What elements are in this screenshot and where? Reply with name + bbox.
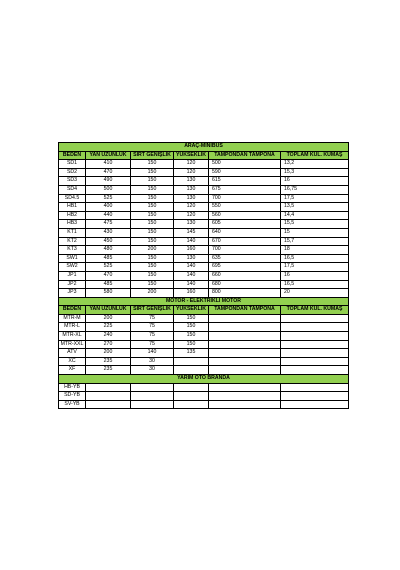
value-cell bbox=[281, 400, 349, 409]
value-cell: 675 bbox=[209, 185, 281, 194]
value-cell: 130 bbox=[174, 254, 209, 263]
value-cell: 13,5 bbox=[281, 203, 349, 212]
column-header: TOPLAM KUL. KUMAŞ bbox=[281, 306, 349, 315]
table-row bbox=[59, 280, 349, 289]
value-cell: 150 bbox=[131, 237, 174, 246]
value-cell: 75 bbox=[131, 340, 174, 349]
value-cell: 500 bbox=[86, 185, 131, 194]
value-cell: 75 bbox=[131, 314, 174, 323]
value-cell bbox=[209, 357, 281, 366]
table-row bbox=[59, 254, 349, 263]
table-row bbox=[59, 357, 349, 366]
value-cell: 140 bbox=[174, 263, 209, 272]
table-row bbox=[59, 160, 349, 169]
value-cell: 670 bbox=[209, 237, 281, 246]
value-cell: 400 bbox=[86, 203, 131, 212]
value-cell bbox=[174, 400, 209, 409]
value-cell: 485 bbox=[86, 254, 131, 263]
value-cell: 150 bbox=[131, 271, 174, 280]
value-cell: 150 bbox=[174, 314, 209, 323]
value-cell: 590 bbox=[209, 168, 281, 177]
value-cell bbox=[209, 392, 281, 401]
value-cell: 75 bbox=[131, 323, 174, 332]
value-cell: 605 bbox=[209, 220, 281, 229]
value-cell: 440 bbox=[86, 211, 131, 220]
column-header: BEDEN bbox=[59, 151, 86, 160]
table-row bbox=[59, 246, 349, 255]
size-cell: MTR-L bbox=[59, 323, 86, 332]
size-cell: SD3 bbox=[59, 177, 86, 186]
value-cell: 150 bbox=[131, 263, 174, 272]
value-cell bbox=[281, 383, 349, 392]
column-header-row bbox=[59, 151, 349, 160]
value-cell: 700 bbox=[209, 246, 281, 255]
value-cell: 700 bbox=[209, 194, 281, 203]
table-row bbox=[59, 383, 349, 392]
value-cell: 17,5 bbox=[281, 263, 349, 272]
size-cell: SD4.5 bbox=[59, 194, 86, 203]
value-cell bbox=[86, 400, 131, 409]
value-cell: 13,2 bbox=[281, 160, 349, 169]
value-cell bbox=[281, 332, 349, 341]
value-cell: 800 bbox=[209, 289, 281, 298]
size-cell: JP1 bbox=[59, 271, 86, 280]
section-title: MOTOR - ELEKTRİKLİ MOTOR bbox=[59, 297, 349, 306]
table-row bbox=[59, 349, 349, 358]
value-cell: 475 bbox=[86, 220, 131, 229]
value-cell: 200 bbox=[86, 349, 131, 358]
section-title-row bbox=[59, 297, 349, 306]
value-cell bbox=[209, 383, 281, 392]
size-cell: KT2 bbox=[59, 237, 86, 246]
size-cell: KT1 bbox=[59, 228, 86, 237]
section-title: YARIM OTO BRANDA bbox=[59, 375, 349, 384]
value-cell: 16,5 bbox=[281, 280, 349, 289]
value-cell: 200 bbox=[131, 246, 174, 255]
table-row bbox=[59, 168, 349, 177]
value-cell: 16 bbox=[281, 271, 349, 280]
value-cell bbox=[209, 340, 281, 349]
table-row bbox=[59, 185, 349, 194]
value-cell: 500 bbox=[209, 160, 281, 169]
value-cell: 140 bbox=[131, 349, 174, 358]
column-header: TAMPONDAN TAMPONA bbox=[209, 306, 281, 315]
table-row bbox=[59, 228, 349, 237]
value-cell bbox=[174, 357, 209, 366]
table-row bbox=[59, 332, 349, 341]
value-cell: 18 bbox=[281, 246, 349, 255]
value-cell: 150 bbox=[131, 194, 174, 203]
column-header: TOPLAM KUL. KUMAŞ bbox=[281, 151, 349, 160]
value-cell bbox=[281, 366, 349, 375]
value-cell bbox=[281, 349, 349, 358]
value-cell: 430 bbox=[86, 228, 131, 237]
value-cell: 16 bbox=[281, 177, 349, 186]
value-cell: 120 bbox=[174, 203, 209, 212]
value-cell: 150 bbox=[174, 332, 209, 341]
value-cell bbox=[209, 323, 281, 332]
value-cell bbox=[174, 383, 209, 392]
size-cell: JP2 bbox=[59, 280, 86, 289]
value-cell: 20 bbox=[281, 289, 349, 298]
value-cell: 130 bbox=[174, 185, 209, 194]
value-cell: 200 bbox=[86, 314, 131, 323]
value-cell: 30 bbox=[131, 366, 174, 375]
table-row bbox=[59, 366, 349, 375]
table-row bbox=[59, 211, 349, 220]
table-row bbox=[59, 220, 349, 229]
value-cell: 525 bbox=[86, 263, 131, 272]
value-cell: 490 bbox=[86, 177, 131, 186]
table-row bbox=[59, 400, 349, 409]
value-cell bbox=[281, 357, 349, 366]
size-cell: SD2 bbox=[59, 168, 86, 177]
value-cell: 150 bbox=[174, 323, 209, 332]
value-cell: 150 bbox=[131, 280, 174, 289]
value-cell bbox=[86, 383, 131, 392]
size-cell: KT3 bbox=[59, 246, 86, 255]
table-row bbox=[59, 289, 349, 298]
size-cell: HB-YB bbox=[59, 383, 86, 392]
size-chart-table bbox=[58, 142, 349, 409]
column-header: YAN UZUNLUK bbox=[86, 306, 131, 315]
value-cell: 150 bbox=[131, 168, 174, 177]
section-title: ARAÇ-MİNİBÜS bbox=[59, 143, 349, 152]
value-cell: 120 bbox=[174, 168, 209, 177]
value-cell: 15,3 bbox=[281, 168, 349, 177]
column-header: SIRT GENİŞLİK bbox=[131, 151, 174, 160]
size-cell: SD4 bbox=[59, 185, 86, 194]
value-cell bbox=[209, 400, 281, 409]
value-cell: 140 bbox=[174, 280, 209, 289]
section-title-row bbox=[59, 143, 349, 152]
value-cell bbox=[131, 383, 174, 392]
value-cell: 485 bbox=[86, 280, 131, 289]
value-cell: 16,5 bbox=[281, 254, 349, 263]
spreadsheet-page bbox=[58, 142, 348, 409]
size-cell: HB2 bbox=[59, 211, 86, 220]
value-cell: 680 bbox=[209, 280, 281, 289]
value-cell: 450 bbox=[86, 237, 131, 246]
value-cell bbox=[131, 400, 174, 409]
value-cell: 150 bbox=[131, 203, 174, 212]
column-header-row bbox=[59, 306, 349, 315]
size-cell: ATV bbox=[59, 349, 86, 358]
value-cell bbox=[86, 392, 131, 401]
value-cell bbox=[209, 366, 281, 375]
value-cell: 16,75 bbox=[281, 185, 349, 194]
table-row bbox=[59, 194, 349, 203]
column-header: YÜKSEKLİK bbox=[174, 306, 209, 315]
size-cell: SD-YB bbox=[59, 392, 86, 401]
value-cell: 240 bbox=[86, 332, 131, 341]
value-cell bbox=[209, 349, 281, 358]
value-cell bbox=[209, 314, 281, 323]
size-cell: HB3 bbox=[59, 220, 86, 229]
value-cell: 30 bbox=[131, 357, 174, 366]
table-row bbox=[59, 237, 349, 246]
value-cell: 17,5 bbox=[281, 194, 349, 203]
value-cell: 695 bbox=[209, 263, 281, 272]
value-cell: 640 bbox=[209, 228, 281, 237]
value-cell: 160 bbox=[174, 246, 209, 255]
value-cell: 550 bbox=[209, 203, 281, 212]
value-cell: 200 bbox=[131, 289, 174, 298]
value-cell: 525 bbox=[86, 194, 131, 203]
value-cell bbox=[174, 392, 209, 401]
value-cell: 150 bbox=[131, 254, 174, 263]
value-cell: 235 bbox=[86, 357, 131, 366]
value-cell bbox=[281, 340, 349, 349]
table-row bbox=[59, 271, 349, 280]
value-cell bbox=[174, 366, 209, 375]
value-cell bbox=[281, 323, 349, 332]
value-cell: 140 bbox=[174, 237, 209, 246]
value-cell bbox=[281, 314, 349, 323]
size-cell: HB1 bbox=[59, 203, 86, 212]
value-cell: 130 bbox=[174, 177, 209, 186]
column-header: SIRT GENİŞLİK bbox=[131, 306, 174, 315]
value-cell: 15,5 bbox=[281, 220, 349, 229]
value-cell: 120 bbox=[174, 160, 209, 169]
size-cell: MTR-XXL bbox=[59, 340, 86, 349]
value-cell: 470 bbox=[86, 168, 131, 177]
value-cell: 130 bbox=[174, 220, 209, 229]
size-cell: MTR-XL bbox=[59, 332, 86, 341]
value-cell: 225 bbox=[86, 323, 131, 332]
value-cell: 635 bbox=[209, 254, 281, 263]
table-row bbox=[59, 177, 349, 186]
value-cell: 140 bbox=[174, 271, 209, 280]
value-cell: 615 bbox=[209, 177, 281, 186]
value-cell: 120 bbox=[174, 211, 209, 220]
size-cell: XF bbox=[59, 366, 86, 375]
value-cell: 470 bbox=[86, 271, 131, 280]
size-cell: SD1 bbox=[59, 160, 86, 169]
table-row bbox=[59, 340, 349, 349]
value-cell: 150 bbox=[131, 160, 174, 169]
value-cell: 660 bbox=[209, 271, 281, 280]
column-header: YÜKSEKLİK bbox=[174, 151, 209, 160]
value-cell: 150 bbox=[131, 228, 174, 237]
value-cell bbox=[131, 392, 174, 401]
value-cell: 150 bbox=[131, 177, 174, 186]
value-cell: 150 bbox=[131, 185, 174, 194]
size-cell: SW2 bbox=[59, 263, 86, 272]
value-cell: 480 bbox=[86, 246, 131, 255]
section-title-row bbox=[59, 375, 349, 384]
value-cell: 150 bbox=[131, 220, 174, 229]
value-cell: 14,4 bbox=[281, 211, 349, 220]
table-row bbox=[59, 263, 349, 272]
size-cell: MTR-M bbox=[59, 314, 86, 323]
value-cell bbox=[209, 332, 281, 341]
value-cell bbox=[281, 392, 349, 401]
value-cell: 235 bbox=[86, 366, 131, 375]
table-row bbox=[59, 314, 349, 323]
size-cell: SV-YB bbox=[59, 400, 86, 409]
value-cell: 15,7 bbox=[281, 237, 349, 246]
size-cell: SW1 bbox=[59, 254, 86, 263]
value-cell: 560 bbox=[209, 211, 281, 220]
value-cell: 130 bbox=[174, 194, 209, 203]
table-row bbox=[59, 323, 349, 332]
value-cell: 160 bbox=[174, 289, 209, 298]
value-cell: 145 bbox=[174, 228, 209, 237]
column-header: BEDEN bbox=[59, 306, 86, 315]
value-cell: 150 bbox=[174, 340, 209, 349]
size-cell: XC bbox=[59, 357, 86, 366]
value-cell: 580 bbox=[86, 289, 131, 298]
value-cell: 75 bbox=[131, 332, 174, 341]
table-row bbox=[59, 392, 349, 401]
table-row bbox=[59, 203, 349, 212]
value-cell: 270 bbox=[86, 340, 131, 349]
column-header: YAN UZUNLUK bbox=[86, 151, 131, 160]
size-cell: JP3 bbox=[59, 289, 86, 298]
value-cell: 150 bbox=[131, 211, 174, 220]
column-header: TAMPONDAN TAMPONA bbox=[209, 151, 281, 160]
value-cell: 410 bbox=[86, 160, 131, 169]
value-cell: 15 bbox=[281, 228, 349, 237]
value-cell: 135 bbox=[174, 349, 209, 358]
